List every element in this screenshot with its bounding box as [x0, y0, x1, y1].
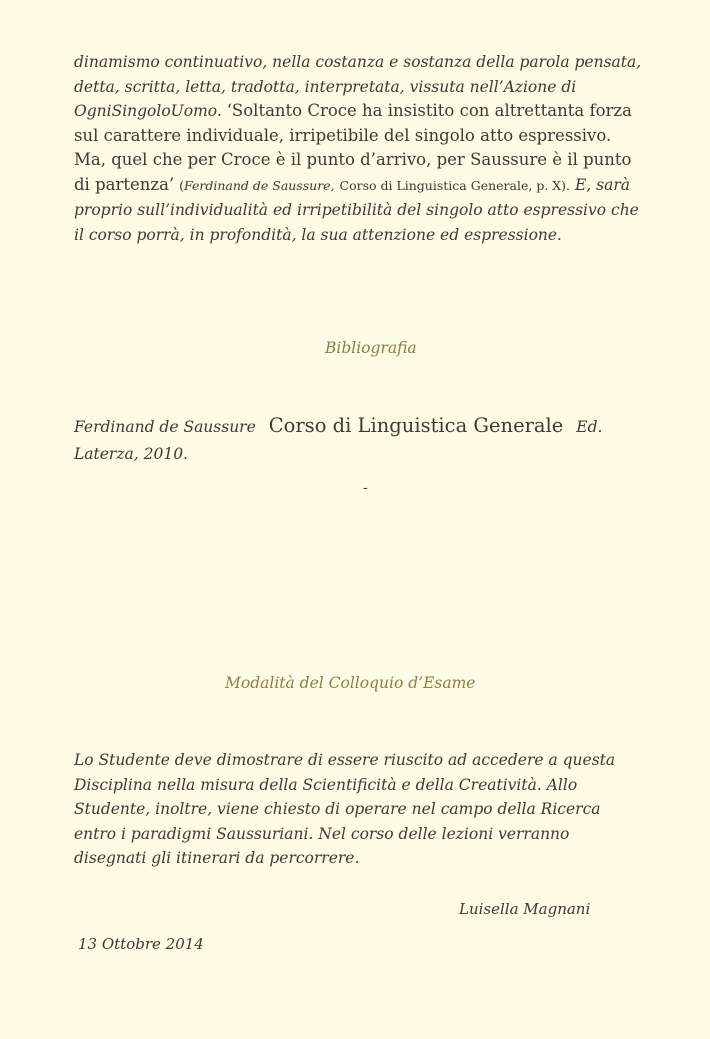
bibliography-heading: Bibliografia	[325, 339, 417, 357]
bibliography-entry	[74, 412, 644, 468]
intro-paragraph	[74, 50, 644, 247]
bibliography-publisher: Ed. Laterza, 2010.	[74, 418, 603, 463]
citation-open: (	[179, 177, 184, 193]
exam-heading: Modalità del Colloquio d’Esame	[225, 674, 476, 692]
citation-author: Ferdinand de Saussure,	[184, 177, 335, 193]
signature: Luisella Magnani	[459, 900, 591, 918]
intro-italic-tail: E, sarà proprio sull’individualità ed irripetibilità del singolo atto espressivo che il corso porrà, in profondità, la sua attenzione ed espressione.	[74, 175, 639, 244]
intro-quote: ‘Soltanto Croce ha insistito con altrettanta forza sul carattere individuale, irripetibile del singolo atto espressivo. Ma, quel che per Croce è il punto d’arrivo, per Saussure è il punto di partenza’	[74, 101, 632, 194]
bibliography-author: Ferdinand de Saussure	[74, 418, 256, 436]
intro-italic-lead: dinamismo continuativo, nella costanza e sostanza della parola pensata, detta, scritta, letta, tradotta, interpretata, vissuta nell’Azione di OgniSingoloUomo.	[74, 53, 642, 120]
section-separator: -	[363, 480, 368, 496]
citation-work: Corso di Linguistica Generale, p. X).	[339, 177, 571, 193]
exam-paragraph: Lo Studente deve dimostrare di essere riuscito ad accedere a questa Disciplina nella misura della Scientificità e della Creatività. Allo Studente, inoltre, viene chiesto di operare nel campo della Ricerca entro i paradigmi Saussuriani. Nel corso delle lezioni verranno disegnati gli itinerari da percorrere.	[74, 751, 616, 867]
bibliography-title: Corso di Linguistica Generale	[268, 414, 564, 437]
date: 13 Ottobre 2014	[78, 935, 204, 953]
